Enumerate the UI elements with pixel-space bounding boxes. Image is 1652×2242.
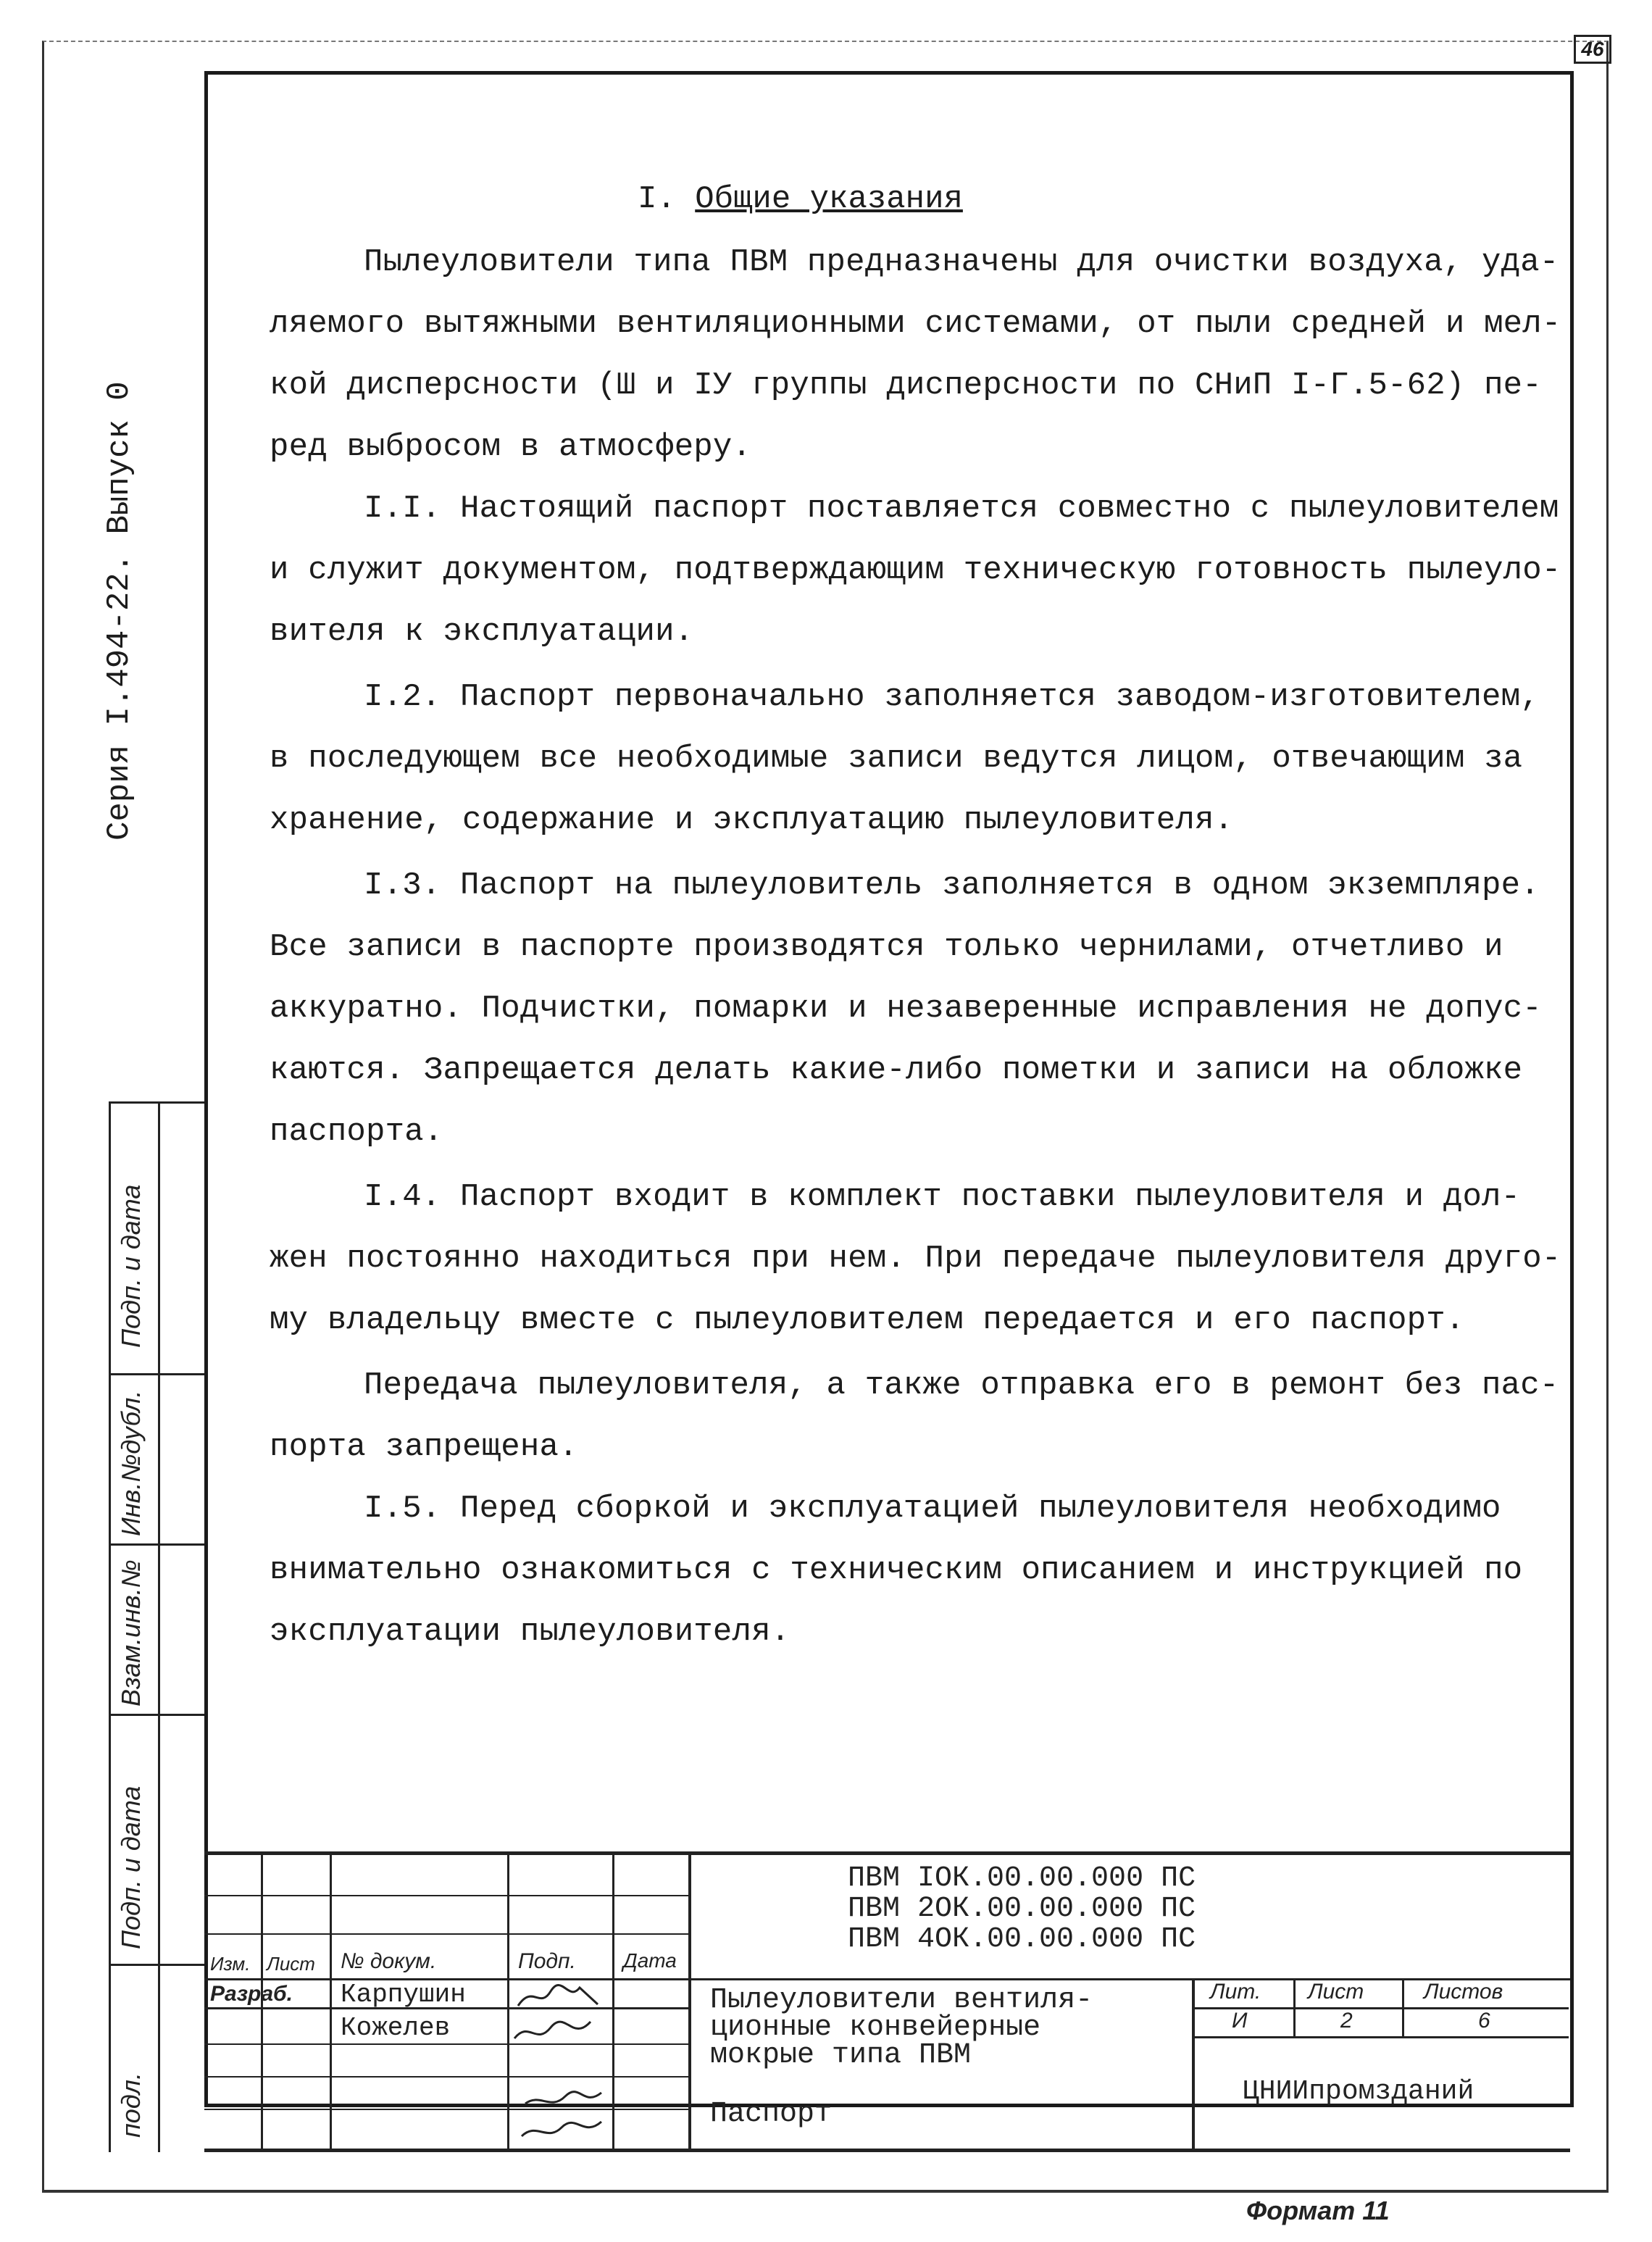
text-line: аккуратно. Подчистки, помарки и незаверенные исправления не допус-	[270, 991, 1542, 1027]
text-line: Все записи в паспорте производятся только чернилами, отчетливо и	[270, 929, 1503, 965]
sheets-value: 6	[1478, 2009, 1490, 2033]
series-label: Серия I.494-22. Выпуск 0	[101, 381, 138, 841]
lit-label: Лит.	[1210, 1980, 1261, 2004]
paragraph-1-5	[270, 1478, 1545, 1663]
document-title	[710, 1984, 1093, 2072]
text-line: хранение, содержание и эксплуатацию пылеуловителя.	[270, 802, 1234, 838]
stamp-podp-data-2: Подп. и дата	[116, 1785, 146, 1949]
tb-line	[1402, 1978, 1404, 2036]
text-line: и служит документом, подтверждающим техническую готовность пылеуло-	[270, 552, 1561, 588]
stamp-line	[109, 1543, 204, 1546]
text-line: Передача пылеуловителя, а также отправка его в ремонт без пас-	[364, 1367, 1559, 1404]
text-line: Пылеуловители типа ПВМ предназначены для очистки воздуха, уда-	[364, 244, 1559, 280]
stamp-line	[109, 1964, 204, 1966]
stamp-inv-dubl: Инв.№дубл.	[116, 1390, 146, 1536]
document-type: Паспорт	[710, 2098, 833, 2130]
header-data: Дата	[623, 1949, 677, 1972]
text-line: I.5. Перед сборкой и эксплуатацией пылеуловителя необходимо	[364, 1491, 1501, 1527]
text-line: вителя к эксплуатации.	[270, 614, 694, 650]
text-line: I.3. Паспорт на пылеуловитель заполняется в одном экземпляре.	[364, 867, 1540, 904]
section-title-text: Общие указания	[695, 181, 963, 217]
text-line: каются. Запрещается делать какие-либо пометки и записи на обложке	[270, 1052, 1523, 1088]
name-developer: Карпушин	[341, 1980, 466, 2009]
code-line: ПВМ 4ОК.00.00.000 ПС	[848, 1923, 1196, 1956]
text-line: кой дисперсности (Ш и IУ группы дисперсности по СНиП I-Г.5-62) пе-	[270, 367, 1542, 404]
tb-line	[688, 1855, 691, 2149]
text-line: I.2. Паспорт первоначально заполняется заводом-изготовителем,	[364, 679, 1540, 715]
title-block-bottom-border	[204, 2149, 1570, 2152]
text-line: порта запрещена.	[270, 1429, 578, 1465]
stamp-vzam-inv: Взам.инв.№	[116, 1559, 146, 1706]
stamp-line	[109, 1101, 111, 2152]
header-izm: Изм.	[210, 1953, 251, 1975]
text-line: I.4. Паспорт входит в комплект поставки пылеуловителя и дол-	[364, 1179, 1521, 1215]
stamp-line	[109, 1101, 204, 1104]
paragraph-1-2	[270, 667, 1545, 851]
text-line: внимательно ознакомиться с техническим описанием и инструкцией по	[270, 1552, 1523, 1588]
sheet-value: 2	[1340, 2009, 1353, 2033]
code-line: ПВМ IОК.00.00.000 ПС	[848, 1862, 1196, 1895]
header-doc-no: № докум.	[341, 1949, 437, 1973]
stamp-podp-data-1: Подп. и дата	[116, 1184, 146, 1348]
paragraph-1-1	[270, 478, 1561, 663]
header-podp: Подп.	[518, 1949, 576, 1973]
text-line: I.I. Настоящий паспорт поставляется совместно с пылеуловителем	[364, 491, 1559, 527]
text-line: паспорта.	[270, 1114, 443, 1150]
sheet-label: Лист	[1308, 1980, 1364, 2004]
role-razrab: Разраб.	[210, 1982, 293, 2006]
text-line: му владельцу вместе с пылеуловителем передается и его паспорт.	[270, 1302, 1465, 1338]
text-line: ред выбросом в атмосферу.	[270, 429, 752, 465]
header-list: Лист	[267, 1953, 315, 1975]
paragraph-1-4	[270, 1167, 1561, 1351]
tb-line	[612, 1855, 614, 2149]
tb-line	[204, 2109, 690, 2110]
sheet-number: 46	[1574, 35, 1611, 64]
title-line: Пылеуловители вентиля-	[710, 1984, 1093, 2017]
section-title	[638, 181, 963, 217]
stamp-line	[109, 1373, 204, 1375]
lit-value: И	[1232, 2009, 1248, 2033]
tb-line	[204, 2043, 690, 2045]
tb-line	[1192, 1978, 1195, 2149]
tb-line	[204, 1933, 690, 1935]
title-line: мокрые типа ПВМ	[710, 2039, 972, 2072]
tb-line	[1192, 2007, 1569, 2009]
tb-line	[204, 1895, 690, 1896]
sheets-label: Листов	[1424, 1980, 1503, 2004]
document-codes	[848, 1864, 1196, 1955]
stamp-podl: подл.	[116, 2072, 146, 2138]
title-block-top-border	[204, 1851, 1570, 1855]
text-line: ляемого вытяжными вентиляционными системами, от пыли средней и мел-	[270, 306, 1561, 342]
stamp-line	[109, 1714, 204, 1716]
section-number: I.	[638, 181, 676, 217]
tb-line	[507, 1855, 509, 2149]
signatures-graphic	[511, 1977, 612, 2151]
tb-line	[204, 2076, 690, 2078]
text-line: в последующем все необходимые записи ведутся лицом, отвечающим за	[270, 741, 1523, 777]
tb-line	[1192, 2036, 1569, 2038]
code-line: ПВМ 2ОК.00.00.000 ПС	[848, 1893, 1196, 1925]
stamp-line	[158, 1101, 160, 2152]
title-line: ционные конвейерные	[710, 2012, 1041, 2044]
text-line: эксплуатации пылеуловителя.	[270, 1614, 790, 1650]
format-label: Формат 11	[1246, 2196, 1390, 2225]
tb-line	[330, 1855, 332, 2149]
name-second: Кожелев	[341, 2013, 451, 2043]
text-line: жен постоянно находиться при нем. При передаче пылеуловителя друго-	[270, 1241, 1561, 1277]
paragraph-1-3	[270, 855, 1545, 1163]
paragraph-transfer	[270, 1355, 1559, 1478]
paragraph-intro	[270, 232, 1561, 478]
tb-line	[1293, 1978, 1296, 2036]
organization: ЦНИИпромзданий	[1243, 2076, 1474, 2107]
